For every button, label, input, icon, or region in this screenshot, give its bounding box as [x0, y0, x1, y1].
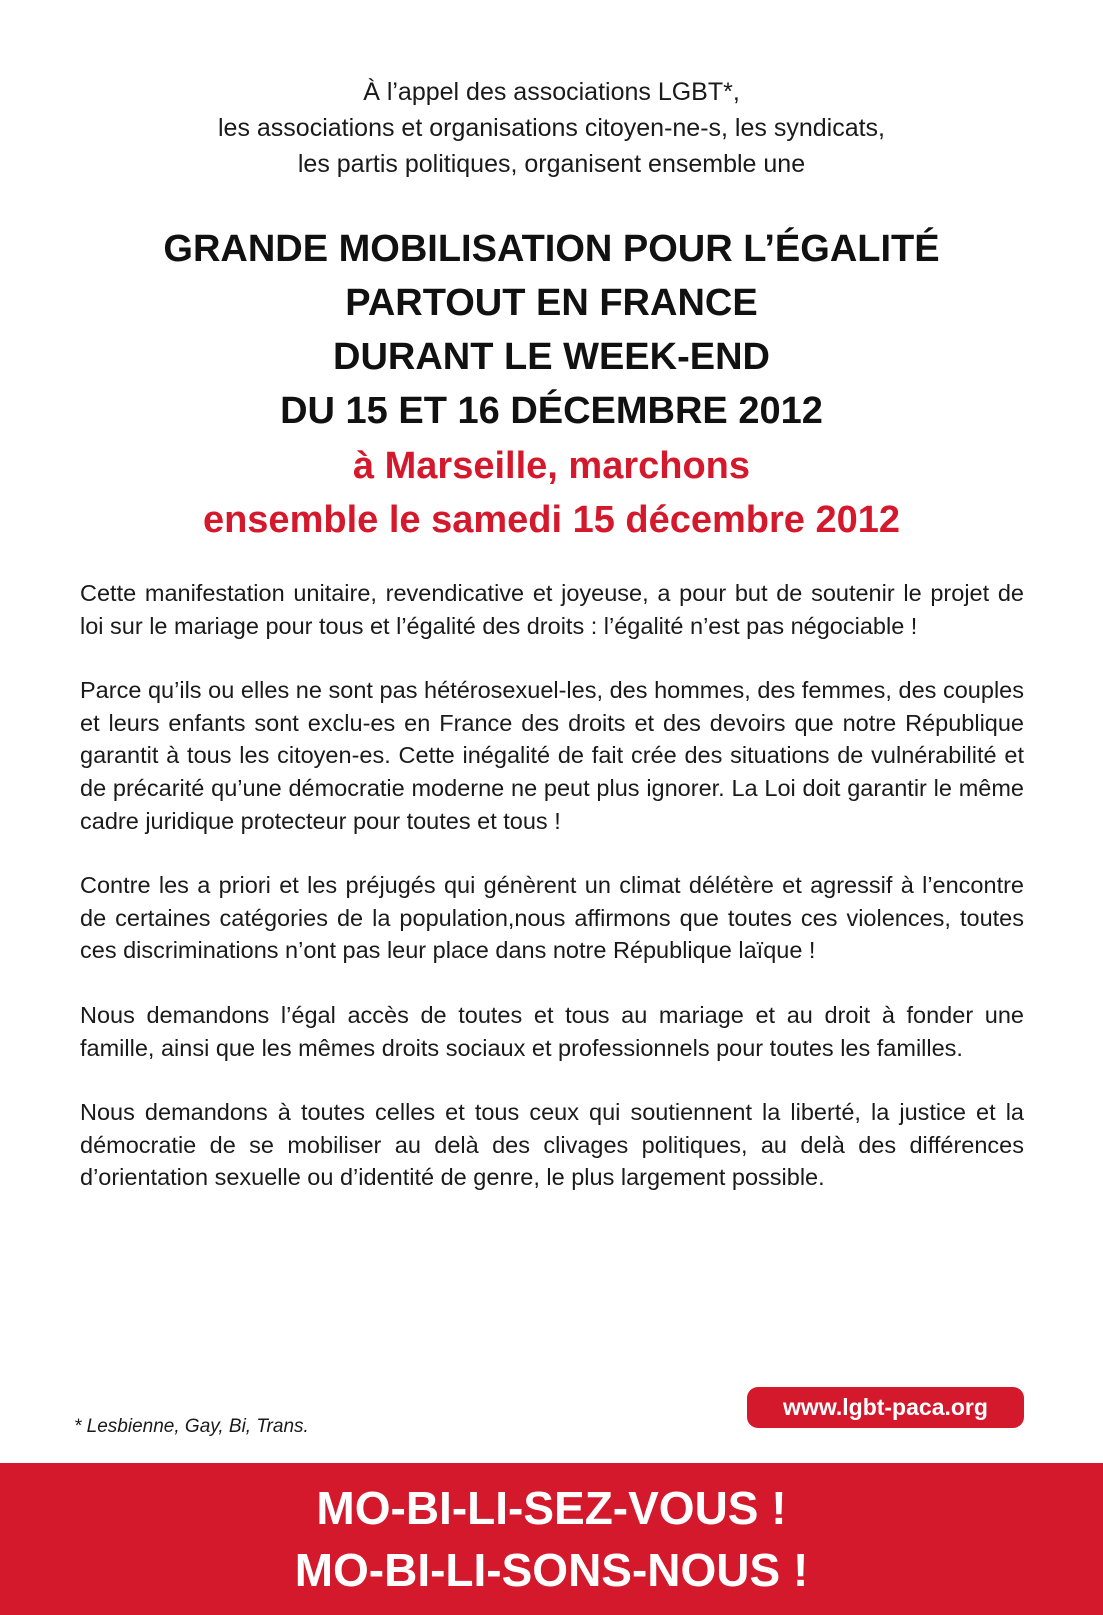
- body-paragraph: Cette manifestation unitaire, revendicative et joyeuse, a pour but de soutenir le projet de loi sur le mariage pour tous et l’égalité des droits : l’égalité n’est pas négociable !: [80, 580, 1024, 639]
- headline-line: DURANT LE WEEK-END: [333, 336, 770, 378]
- banner-line: MO-BI-LI-SEZ-VOUS !: [316, 1482, 787, 1534]
- website-link-badge[interactable]: www.lgbt-paca.org: [747, 1387, 1024, 1428]
- body-paragraph: Nous demandons l’égal accès de toutes et tous au mariage et au droit à fonder une famille, ainsi que les mêmes droits sociaux et professionnels pour toutes les familles.: [80, 1001, 1024, 1061]
- headline-line: PARTOUT EN FRANCE: [345, 282, 758, 324]
- body-paragraph: Contre les a priori et les préjugés qui génèrent un climat délétère et agressif à l’encontre de certaines catégories de la population,nous affirmons que toutes ces violences, toutes ces discriminations n’ont pas leur place dans notre République laïque !: [80, 872, 1024, 964]
- intro-text: [0, 74, 1103, 182]
- subhead-line: à Marseille, marchons: [352, 445, 751, 487]
- body-paragraph: Parce qu’ils ou elles ne sont pas hétérosexuel-les, des hommes, des femmes, des couples et leurs enfants sont exclu-es en France des droits et des devoirs que notre République garantit à tous les citoyen-es. Cette inégalité de fait crée des situations de vulnérabilité et de précarité qu’une démocratie moderne ne peut plus ignorer. La Loi doit garantir le même cadre juridique protecteur pour toutes et tous !: [80, 677, 1024, 834]
- banner-line: MO-BI-LI-SONS-NOUS !: [294, 1544, 809, 1596]
- headline-line: GRANDE MOBILISATION POUR L’ÉGALITÉ: [163, 228, 940, 270]
- intro-line: les associations et organisations citoyen-ne-s, les syndicats,: [218, 114, 885, 142]
- call-to-action-banner: [0, 1463, 1103, 1615]
- subhead: [0, 439, 1103, 547]
- footnote: * Lesbienne, Gay, Bi, Trans.: [74, 1416, 309, 1437]
- intro-line: les partis politiques, organisent ensemble une: [297, 150, 806, 178]
- headline-line: DU 15 ET 16 DÉCEMBRE 2012: [280, 390, 823, 432]
- intro-line: À l’appel des associations LGBT*,: [363, 78, 740, 106]
- body-text: [80, 577, 1024, 1226]
- headline: [0, 222, 1103, 438]
- subhead-line: ensemble le samedi 15 décembre 2012: [202, 499, 901, 541]
- body-paragraph: Nous demandons à toutes celles et tous ceux qui soutiennent la liberté, la justice et la démocratie de se mobiliser au delà des clivages politiques, au delà des différences d’orientation sexuelle ou d’identité de genre, le plus largement possible.: [80, 1099, 1024, 1191]
